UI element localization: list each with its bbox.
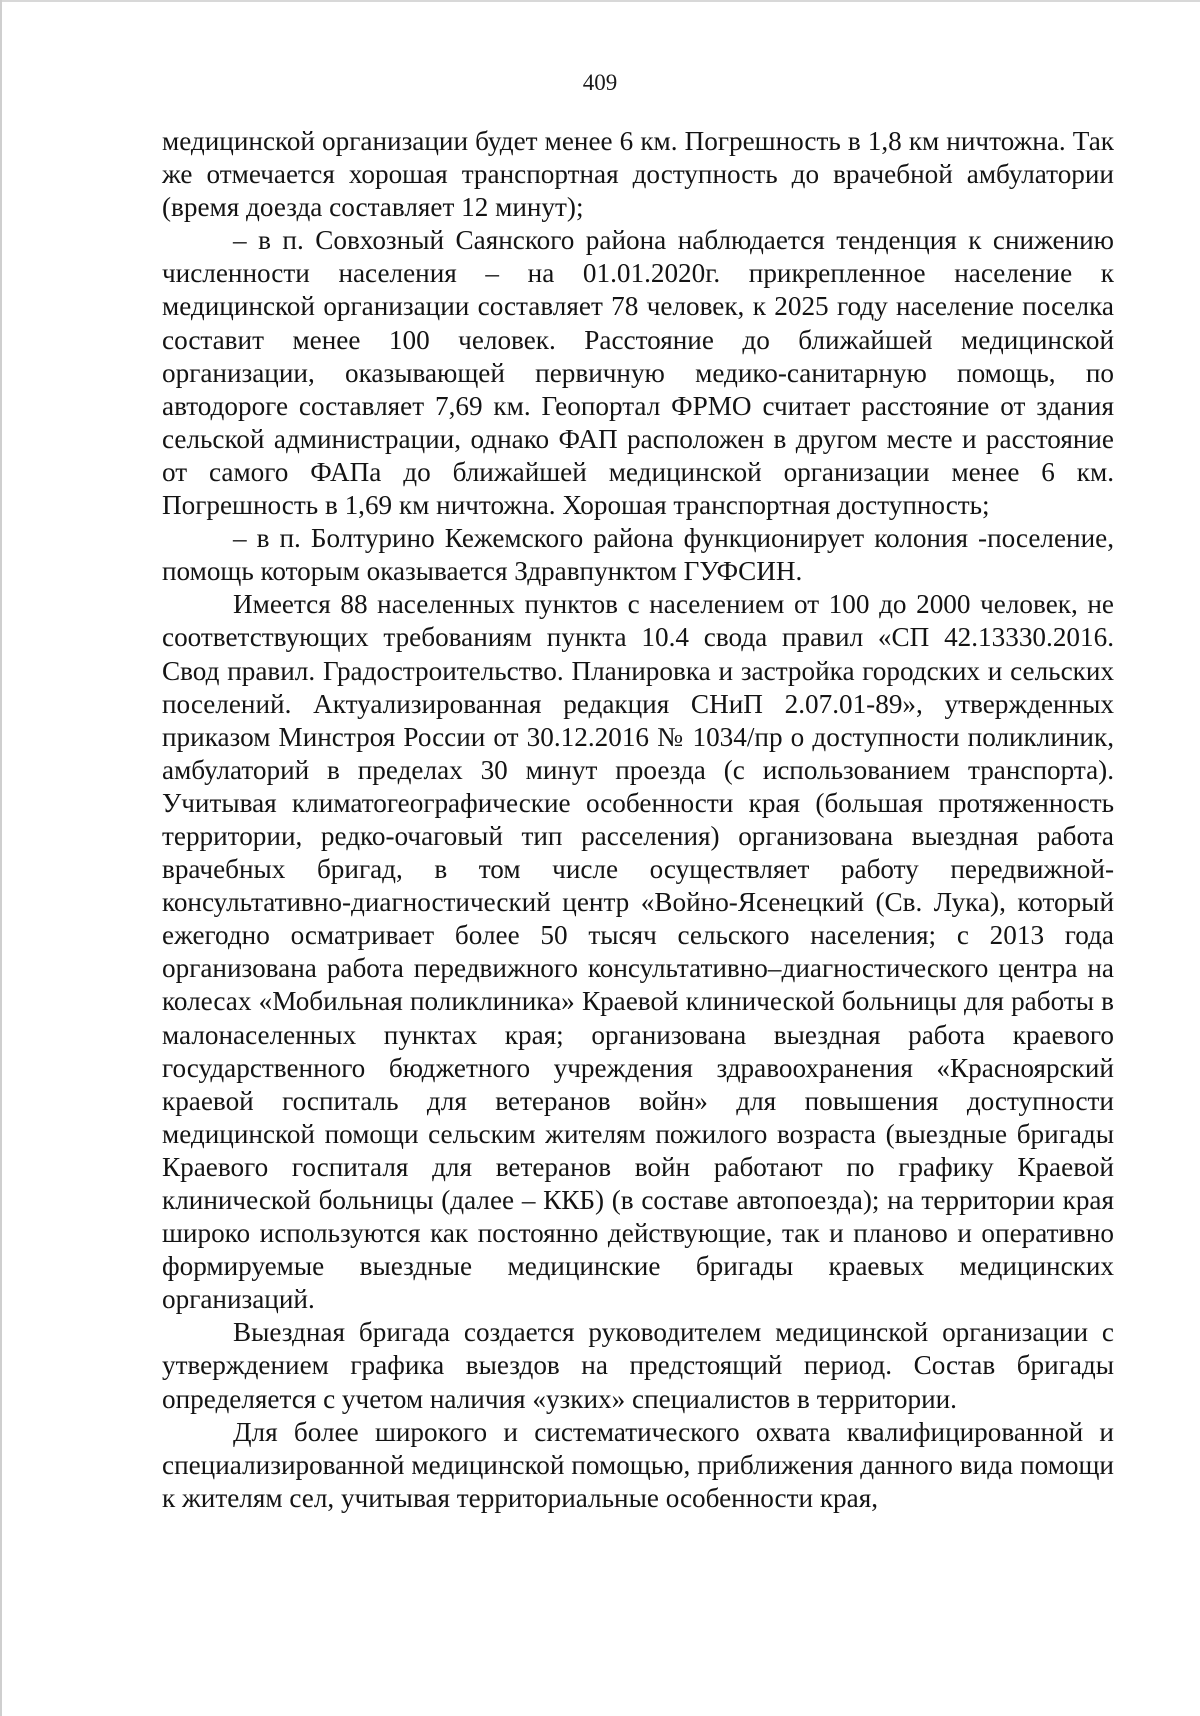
paragraph-coverage: Для более широкого и систематического охвата квалифицированной и специализированной медицинской помощью, приближения данного вида помощи к жителям сел, учитывая территориальные особенности края, (162, 1416, 1114, 1513)
paragraph-sovkhozny: – в п. Совхозный Саянского района наблюдается тенденция к снижению численности населения – на 01.01.2020г. прикрепленное население к медицинской организации составляет 78 человек, к 2025 году население поселка составит менее 100 человек. Расстояние до ближайшей медицинской организации, оказывающей первичную медико-санитарную помощь, по автодороге составляет 7,69 км. Геопортал ФРМО считает расстояние от здания сельской администрации, однако ФАП расположен в другом месте и расстояние от самого ФАПа до ближайшей медицинской организации менее 6 км. Погрешность в 1,69 км ничтожна. Хорошая транспортная доступность; (162, 225, 1114, 521)
scan-edge-top (0, 0, 1200, 2)
paragraph-bolturino: – в п. Болтурино Кежемского района функционирует колония -поселение, помощь которым оказывается Здравпунктом ГУФСИН. (162, 523, 1114, 587)
page-number: 409 (582, 70, 618, 95)
paragraph-settlements: Имеется 88 населенных пунктов с населением от 100 до 2000 человек, не соответствующих требованиям пункта 10.4 свода правил «СП 42.13330.2016. Свод правил. Градостроительство. Планировка и застройка городских и сельских поселений. Актуализированная редакция СНиП 2.07.01-89», утвержденных приказом Минстроя России от 30.12.2016 № 1034/пр о доступности поликлиник, амбулаторий в пределах 30 минут проезда (с использованием транспорта). Учитывая климатогеографические особенности края (большая протяженность территории, редко-очаговый тип расселения) организована выездная работа врачебных бригад, в том числе осуществляет работу передвижной-консультативно-диагностический центр «Войно-Ясенецкий (Св. Лука), который ежегодно осматривает более 50 тысяч сельского населения; с 2013 года организована работа передвижного консультативно–диагностического центра на колесах «Мобильная поликлиника» Краевой клинической больницы для работы в малонаселенных пунктах края; организована выездная работа краевого государственного бюджетного учреждения здравоохранения «Красноярский краевой госпиталь для ветеранов войн» для повышения доступности медицинской помощи сельским жителям пожилого возраста (выездные бригады Краевого госпиталя для ветеранов войн работают по графику Краевой клинической больницы (далее – ККБ) (в составе автопоезда); на территории края широко используются как постоянно действующие, так и планово и оперативно формируемые выездные медицинские бригады краевых медицинских организаций. (162, 589, 1114, 1315)
paragraph-field-team: Выездная бригада создается руководителем медицинской организации с утверждением графика выездов на предстоящий период. Состав бригады определяется с учетом наличия «узких» специалистов в территории. (162, 1317, 1114, 1414)
scan-edge-left (0, 0, 2, 1716)
document-body (162, 125, 1114, 1515)
paragraph-continuation: медицинской организации будет менее 6 км. Погрешность в 1,8 км ничтожна. Так же отмечается хорошая транспортная доступность до врачебной амбулатории (время доезда составляет 12 минут); (162, 126, 1114, 223)
